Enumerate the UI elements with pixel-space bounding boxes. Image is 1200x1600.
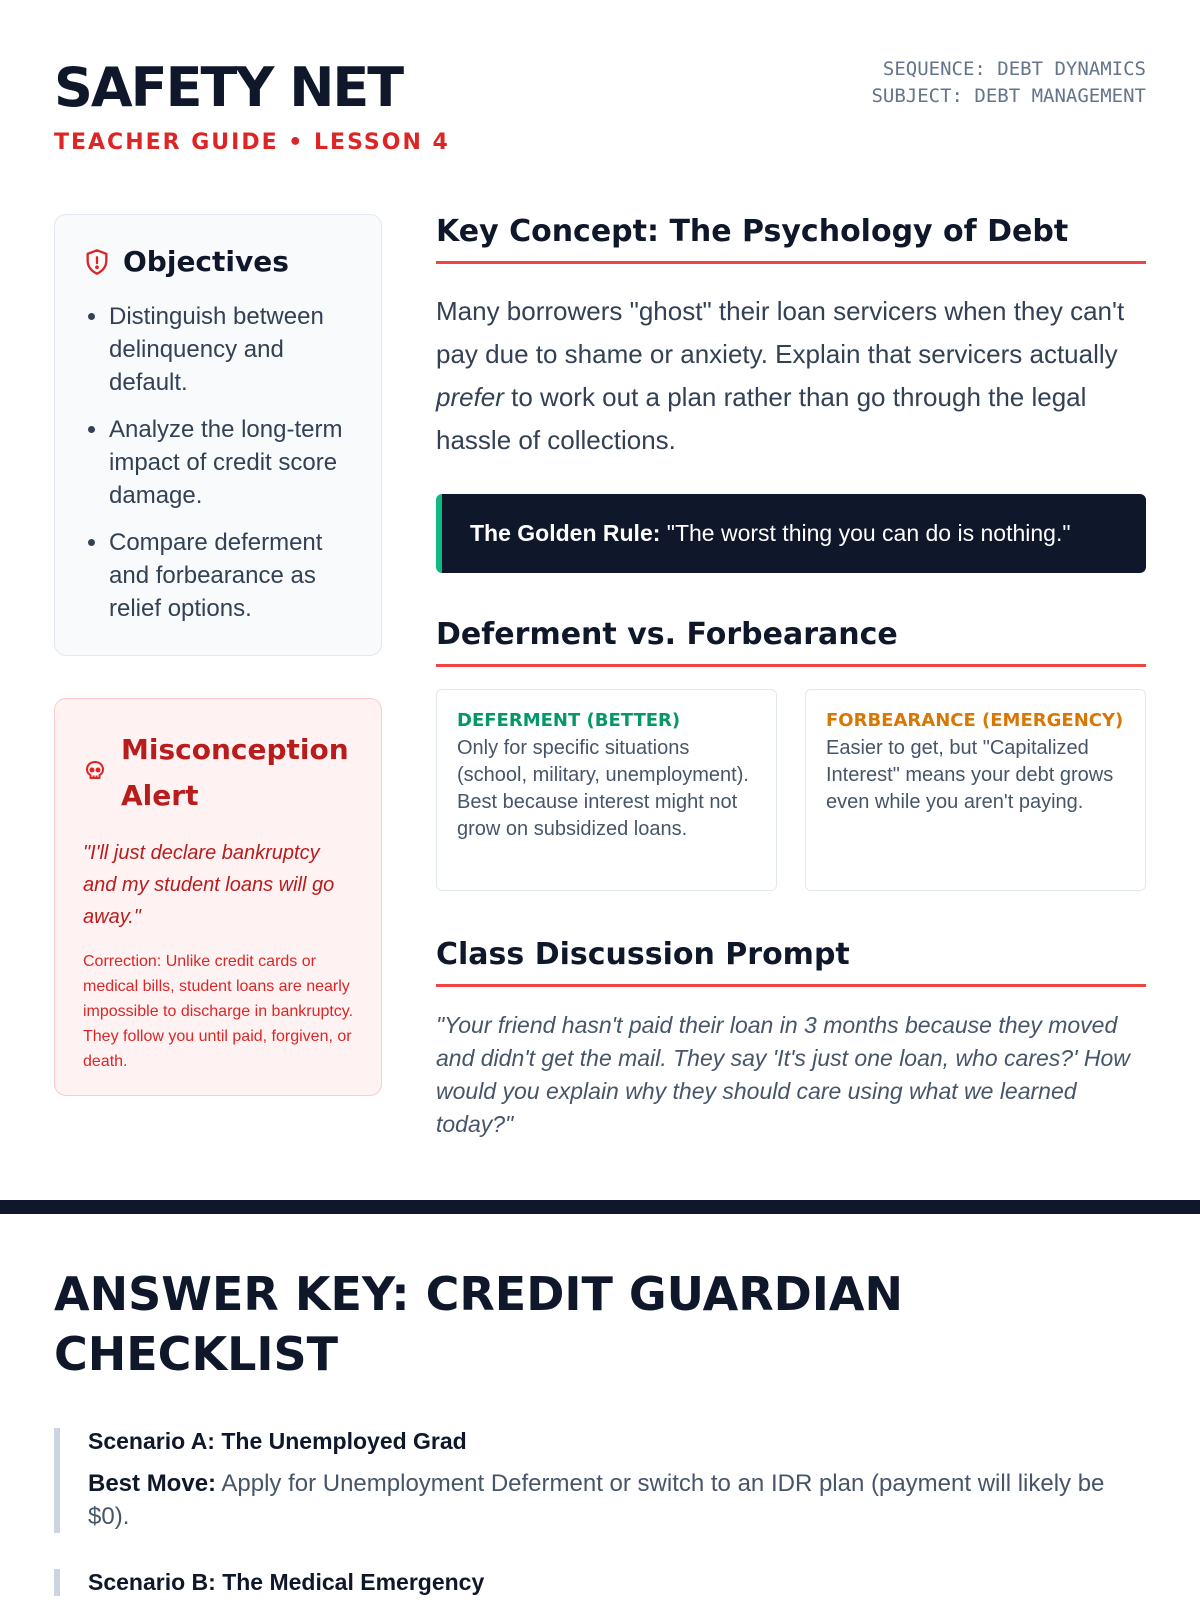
key-concept-text-start: Many borrowers "ghost" their loan servicers when they can't pay due to shame or anxiety. Explain that servicers actually [436, 296, 1125, 369]
answer-key-title: ANSWER KEY: CREDIT GUARDIAN CHECKLIST [54, 1267, 904, 1381]
shield-icon [83, 248, 111, 276]
discussion-heading: Class Discussion Prompt [436, 937, 1146, 987]
scenario-title: Scenario B: The Medical Emergency [88, 1569, 485, 1595]
objectives-title: Objectives [123, 245, 289, 278]
misconception-title: Misconception Alert [121, 733, 349, 812]
key-concept-emphasis: prefer [436, 382, 504, 412]
discussion-prompt: "Your friend hasn't paid their loan in 3 months because they moved and didn't get the mail. They say 'It's just one loan, who cares?' How would you explain why they should care using what we learned today?" [436, 1012, 1130, 1137]
misconception-card [54, 698, 382, 1096]
page-header [54, 56, 1146, 166]
objectives-card [54, 214, 382, 656]
objectives-header [83, 245, 355, 278]
objective-item: • Compare deferment and forbearance as relief options. [109, 526, 355, 625]
best-move-label: Best Move: [88, 1470, 217, 1497]
misconception-quote: "I'll just declare bankruptcy and my student loans will go away." [83, 842, 335, 928]
scenario-title: Scenario A: The Unemployed Grad [88, 1428, 467, 1454]
forbearance-box [805, 689, 1146, 891]
scenario-best-move [88, 1467, 1146, 1533]
subject-label: SUBJECT: DEBT MANAGEMENT [871, 85, 1146, 107]
deferment-title: DEFERMENT (BETTER) [457, 710, 681, 731]
sequence-label: SEQUENCE: DEBT DYNAMICS [882, 58, 1146, 80]
deferment-text: Only for specific situations (school, military, unemployment). Best because interest might not grow on subsidized loans. [457, 737, 749, 840]
best-move-text: Apply for Unemployment Deferment or switch to an IDR plan (payment will likely be $0). [88, 1470, 1105, 1530]
objective-item: • Analyze the long-term impact of credit score damage. [109, 413, 355, 512]
sidebar [54, 214, 382, 1096]
key-concept-heading: Key Concept: The Psychology of Debt [436, 214, 1146, 264]
scenario-item [54, 1428, 1146, 1533]
comparison-heading: Deferment vs. Forbearance [436, 617, 1146, 667]
objective-item: • Distinguish between delinquency and default. [109, 300, 355, 399]
scenario-item [54, 1569, 1146, 1596]
golden-rule-callout [436, 494, 1146, 573]
golden-rule-label: The Golden Rule: [470, 520, 661, 546]
key-concept-text-end: to work out a plan rather than go through the legal hassle of collections. [436, 382, 1087, 455]
golden-rule-text: "The worst thing you can do is nothing." [660, 520, 1071, 546]
lesson-meta [871, 56, 1146, 110]
key-concept-text [436, 290, 1146, 462]
misconception-correction: Correction: Unlike credit cards or medical bills, student loans are nearly impossible to discharge in bankruptcy. They follow you until paid, forgiven, or death. [83, 953, 354, 1070]
objectives-list [83, 300, 355, 625]
skull-icon [83, 759, 107, 788]
forbearance-text: Easier to get, but "Capitalized Interest" means your debt grows even while you aren't paying. [826, 737, 1114, 813]
forbearance-title: FORBEARANCE (EMERGENCY) [826, 710, 1124, 731]
comparison-boxes [436, 689, 1146, 891]
answer-key-section [54, 1264, 1146, 1596]
deferment-box [436, 689, 777, 891]
misconception-header [83, 727, 355, 819]
page-title: SAFETY NET [54, 56, 403, 119]
main-content [436, 214, 1146, 1141]
page-subtitle: TEACHER GUIDE • LESSON 4 [54, 130, 450, 155]
section-divider [0, 1200, 1200, 1214]
